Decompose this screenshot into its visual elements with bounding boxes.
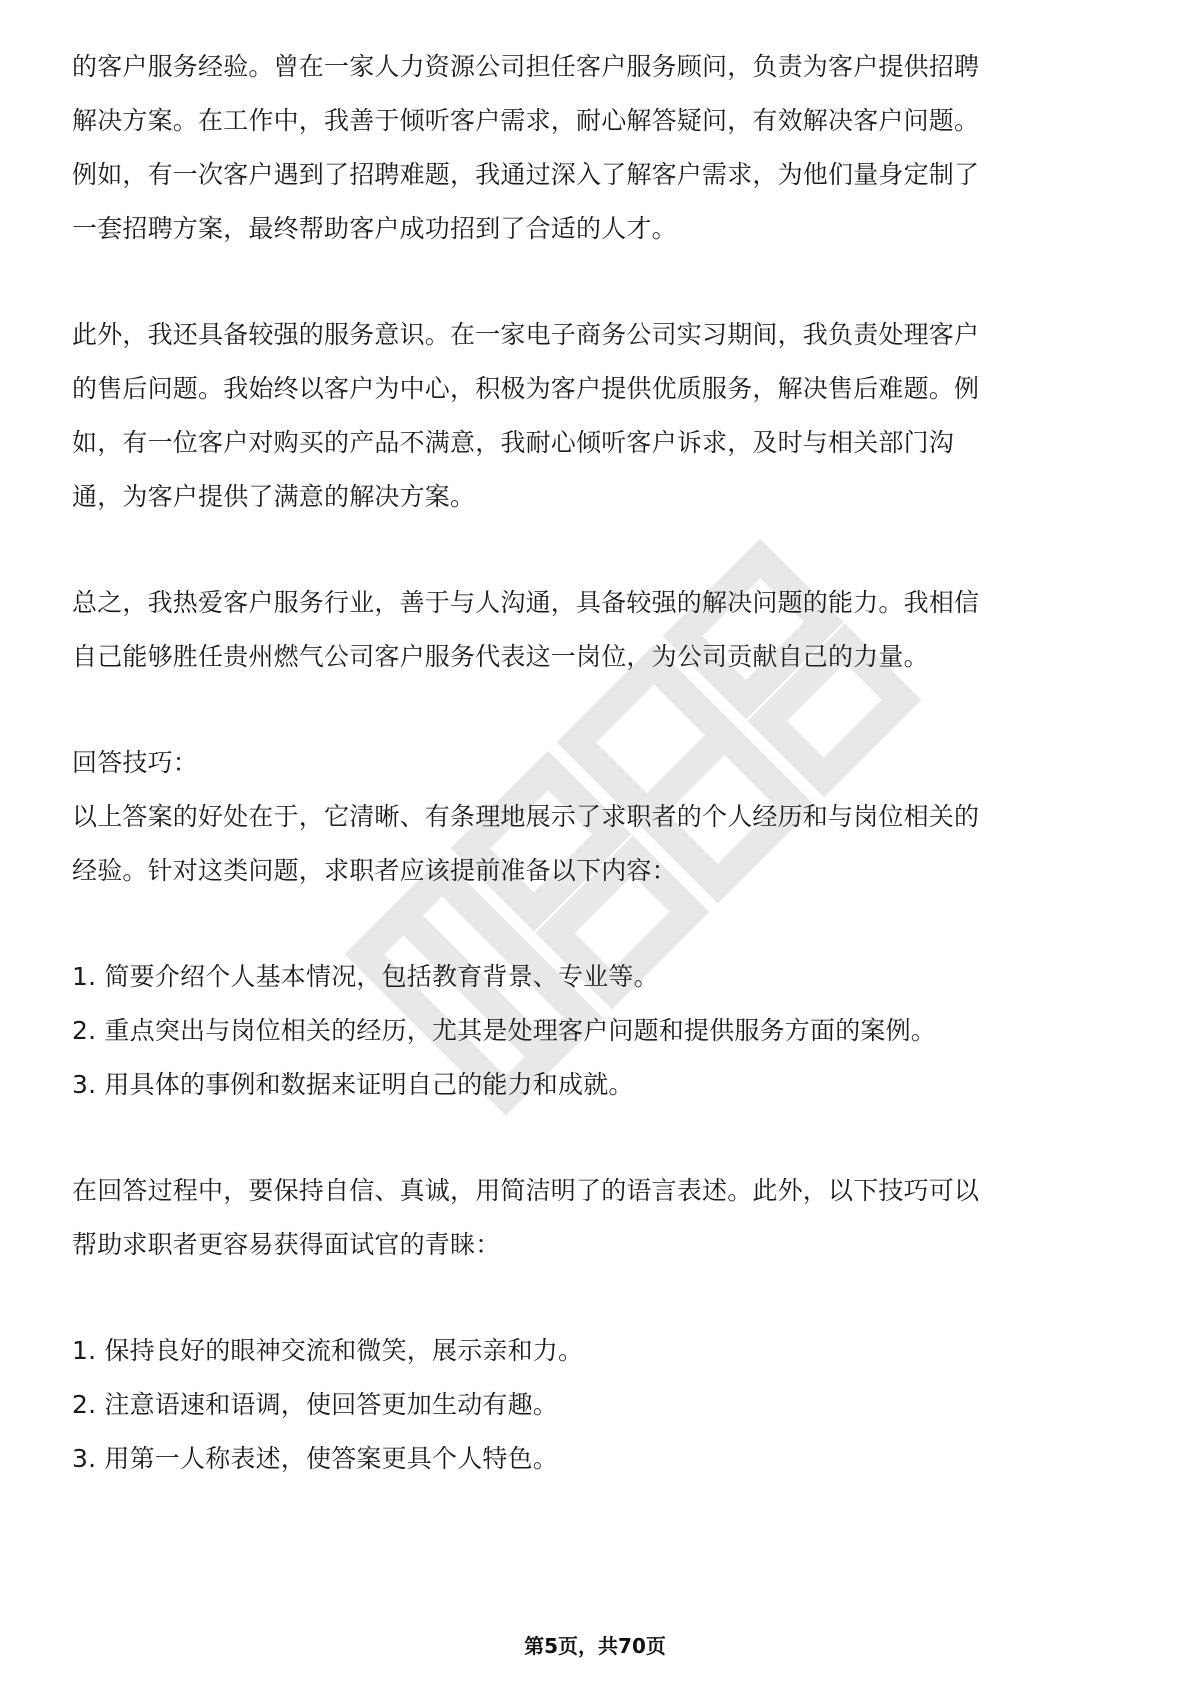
- text-line: 经验。针对这类问题，求职者应该提前准备以下内容：: [72, 856, 677, 885]
- text-line: 通，为客户提供了满意的解决方案。: [72, 482, 476, 511]
- list-item: 1. 简要介绍个人基本情况，包括教育背景、专业等。: [72, 962, 659, 991]
- text-line: 例如，有一次客户遇到了招聘难题，我通过深入了解客户需求，为他们量身定制了: [72, 160, 980, 189]
- text-line: 的客户服务经验。曾在一家人力资源公司担任客户服务顾问，负责为客户提供招聘: [72, 52, 980, 81]
- list-item: 3. 用具体的事例和数据来证明自己的能力和成就。: [72, 1070, 634, 1099]
- list-item: 3. 用第一人称表述，使答案更具个人特色。: [72, 1444, 559, 1473]
- text-line: 帮助求职者更容易获得面试官的青睐：: [72, 1230, 501, 1259]
- list-item: 2. 注意语速和语调，使回答更加生动有趣。: [72, 1390, 559, 1419]
- text-line: 解决方案。在工作中，我善于倾听客户需求，耐心解答疑问，有效解决客户问题。: [72, 106, 980, 135]
- page-number: 第5页，共70页: [524, 1634, 666, 1658]
- text-line: 此外，我还具备较强的服务意识。在一家电子商务公司实习期间，我负责处理客户: [72, 320, 980, 349]
- text-line: 如，有一位客户对购买的产品不满意，我耐心倾听客户诉求，及时与相关部门沟: [72, 428, 955, 457]
- text-line: 自己能够胜任贵州燃气公司客户服务代表这一岗位，为公司贡献自己的力量。: [72, 642, 929, 671]
- text-line: 的售后问题。我始终以客户为中心，积极为客户提供优质服务，解决售后难题。例: [72, 374, 980, 403]
- section-heading: 回答技巧：: [72, 748, 199, 777]
- text-line: 总之，我热爱客户服务行业，善于与人沟通，具备较强的解决问题的能力。我相信: [72, 588, 980, 617]
- list-item: 1. 保持良好的眼神交流和微笑，展示亲和力。: [72, 1336, 584, 1365]
- text-line: 一套招聘方案，最终帮助客户成功招到了合适的人才。: [72, 214, 677, 243]
- text-line: 以上答案的好处在于，它清晰、有条理地展示了求职者的个人经历和与岗位相关的: [72, 802, 980, 831]
- list-item: 2. 重点突出与岗位相关的经历，尤其是处理客户问题和提供服务方面的案例。: [72, 1016, 937, 1045]
- text-line: 在回答过程中，要保持自信、真诚，用简洁明了的语言表述。此外，以下技巧可以: [72, 1176, 980, 1205]
